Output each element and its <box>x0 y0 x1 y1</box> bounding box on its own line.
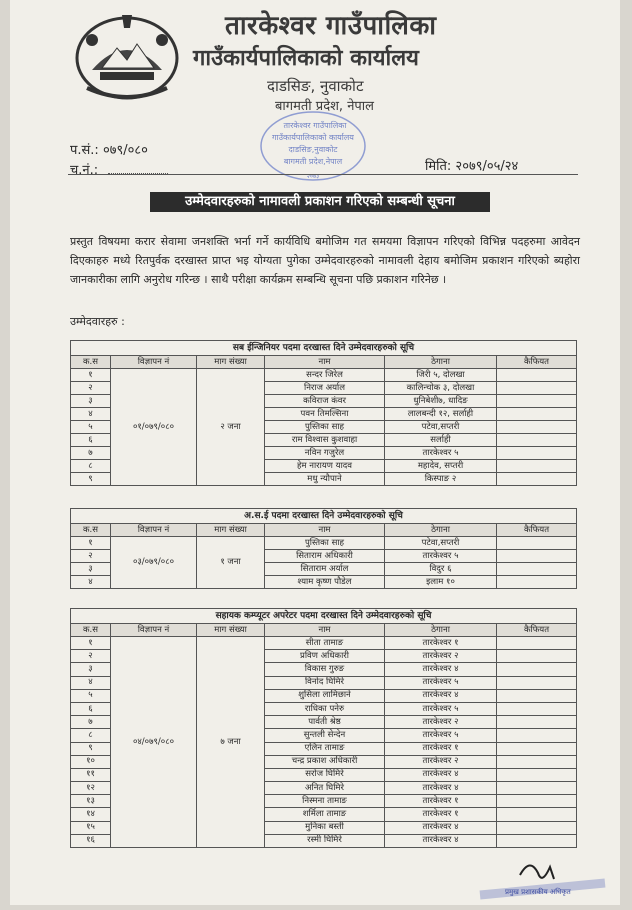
table-title: सब ईन्जिनियर पदमा दरखास्त दिने उम्मेदवारहरुको सूचि <box>71 341 577 356</box>
table-row <box>71 637 577 650</box>
serial-cell: ८ <box>71 729 111 742</box>
serial-cell: १ <box>71 369 111 382</box>
address-cell: तारकेश्वर २ <box>385 650 497 663</box>
address-cell: तारकेश्वर २ <box>385 716 497 729</box>
serial-cell: ४ <box>71 408 111 421</box>
serial-cell: ७ <box>71 447 111 460</box>
name-cell: रस्मी घिमिरे <box>265 834 385 847</box>
name-cell: मुनिका बस्ती <box>265 821 385 834</box>
name-cell: शर्मिला तामाङ <box>265 808 385 821</box>
remarks-cell <box>497 434 577 447</box>
remarks-cell <box>497 702 577 715</box>
column-header-sn: क.स <box>71 524 111 537</box>
notice-subject: उम्मेदवारहरुको नामावली प्रकाशन गरिएको सम्बन्धी सूचना <box>150 192 490 212</box>
remarks-cell <box>497 473 577 486</box>
remarks-cell <box>497 821 577 834</box>
remarks-cell <box>497 755 577 768</box>
column-header-demand: माग संख्या <box>197 356 265 369</box>
remarks-cell <box>497 676 577 689</box>
serial-cell: २ <box>71 650 111 663</box>
remarks-cell <box>497 395 577 408</box>
column-header-remarks: कैफियत <box>497 524 577 537</box>
name-cell: निस्मना तामाङ <box>265 795 385 808</box>
serial-cell: २ <box>71 382 111 395</box>
address-cell: तारकेश्वर ४ <box>385 821 497 834</box>
name-cell: श्याम कृष्ण पौडेल <box>265 576 385 589</box>
name-cell: राम विश्वास कुशवाहा <box>265 434 385 447</box>
stamp-year: २०७३ <box>306 173 320 180</box>
name-cell: निराज अर्याल <box>265 382 385 395</box>
address-cell: तारकेश्वर १ <box>385 637 497 650</box>
ad-number-cell: ०३/०७९/०८० <box>111 537 197 589</box>
name-cell: सिताराम अधिकारी <box>265 550 385 563</box>
office-name: गाउँकार्यपालिकाको कार्यालय <box>193 46 419 71</box>
remarks-cell <box>497 460 577 473</box>
signature-caption: प्रमुख प्रशासकीय अधिकृत <box>505 888 571 896</box>
serial-cell: १० <box>71 755 111 768</box>
remarks-cell <box>497 795 577 808</box>
serial-cell: १ <box>71 537 111 550</box>
address-cell: पटेवा,सप्तरी <box>385 421 497 434</box>
address-cell: तारकेश्वर ५ <box>385 729 497 742</box>
address-cell: तारकेश्वर २ <box>385 755 497 768</box>
remarks-cell <box>497 421 577 434</box>
serial-cell: ३ <box>71 395 111 408</box>
address-cell: महादेव, सप्तरी <box>385 460 497 473</box>
remarks-cell <box>497 550 577 563</box>
name-cell: पार्वती श्रेष्ठ <box>265 716 385 729</box>
candidate-table-2 <box>70 508 577 589</box>
address-cell: तारकेश्वर ४ <box>385 689 497 702</box>
serial-cell: ११ <box>71 768 111 781</box>
address-cell: तारकेश्वर १ <box>385 795 497 808</box>
remarks-cell <box>497 834 577 847</box>
name-cell: शुसिला लामिछाने <box>265 689 385 702</box>
demand-cell: २ जना <box>197 369 265 486</box>
serial-cell: ५ <box>71 689 111 702</box>
remarks-cell <box>497 808 577 821</box>
serial-cell: १ <box>71 637 111 650</box>
address-cell: तारकेश्वर ४ <box>385 663 497 676</box>
name-cell: सीता तामाङ <box>265 637 385 650</box>
notice-document <box>10 0 620 905</box>
address-cell: तारकेश्वर ४ <box>385 768 497 781</box>
signature <box>450 855 610 900</box>
name-cell: राधिका पनेरु <box>265 702 385 715</box>
name-cell: सन्दर जिरेल <box>265 369 385 382</box>
address-cell: तारकेश्वर १ <box>385 808 497 821</box>
demand-cell: १ जना <box>197 537 265 589</box>
address-cell: तारकेश्वर ४ <box>385 834 497 847</box>
serial-cell: ३ <box>71 563 111 576</box>
column-header-ad: विज्ञापन नं <box>111 524 197 537</box>
serial-cell: ४ <box>71 576 111 589</box>
serial-cell: ६ <box>71 702 111 715</box>
serial-cell: ८ <box>71 460 111 473</box>
name-cell: विनोद घिमिरे <box>265 676 385 689</box>
column-header-sn: क.स <box>71 624 111 637</box>
remarks-cell <box>497 742 577 755</box>
notice-body: प्रस्तुत विषयमा करार सेवामा जनशक्ति भर्ना गर्ने कार्यविधि बमोजिम गत समयमा विज्ञापन गरिएको विभिन्न पदहरुमा आवेदन दिएकाहरु मध्ये रितपुर्वक दरखास्त प्राप्त भइ योग्यता पुगेका उम्मेदवारहरुको नामावली देहाय बमोजिम प्रकाशन गरिएको ब्यहोरा जानकारीका लागि अनुरोध गरिन्छ । साथै परीक्षा कार्यक्रम सम्बन्धि सूचना पछि प्रकाशन गरिनेछ । <box>70 235 580 286</box>
demand-cell: ७ जना <box>197 637 265 848</box>
stamp-line-2: गाउँकार्यपालिकाको कार्यालय <box>272 133 354 142</box>
column-header-ad: विज्ञापन नं <box>111 356 197 369</box>
remarks-cell <box>497 650 577 663</box>
remarks-cell <box>497 716 577 729</box>
name-cell: सिताराम अर्याल <box>265 563 385 576</box>
remarks-cell <box>497 537 577 550</box>
remarks-cell <box>497 369 577 382</box>
name-cell: सुन्तली सेन्देन <box>265 729 385 742</box>
address-cell: पटेवा,सप्तरी <box>385 537 497 550</box>
name-cell: मधु न्यौपाने <box>265 473 385 486</box>
nepal-emblem-icon <box>72 10 182 102</box>
serial-cell: ४ <box>71 676 111 689</box>
column-header-name: नाम <box>265 624 385 637</box>
remarks-cell <box>497 782 577 795</box>
column-header-remarks: कैफियत <box>497 624 577 637</box>
column-header-demand: माग संख्या <box>197 624 265 637</box>
name-cell: चन्द्र प्रकाश अधिकारी <box>265 755 385 768</box>
name-cell: नविन गजुरेल <box>265 447 385 460</box>
serial-cell: ६ <box>71 434 111 447</box>
remarks-cell <box>497 576 577 589</box>
municipality-name: तारकेश्वर गाउँपालिका <box>225 11 437 41</box>
name-cell: एलिन तामाङ <box>265 742 385 755</box>
column-header-ad: विज्ञापन नं <box>111 624 197 637</box>
column-header-address: ठेगाना <box>385 356 497 369</box>
serial-cell: २ <box>71 550 111 563</box>
address-cell: जिरी ५, दोलखा <box>385 369 497 382</box>
serial-cell: १२ <box>71 782 111 795</box>
remarks-cell <box>497 408 577 421</box>
notice-date: मिति: २०७९/०५/२४ <box>425 159 519 174</box>
serial-cell: ७ <box>71 716 111 729</box>
address-cell: सर्लाही <box>385 434 497 447</box>
address-cell: तारकेश्वर ४ <box>385 782 497 795</box>
table-title: अ.स.ई पदमा दरखास्त दिने उम्मेदवारहरुको सूचि <box>71 509 577 524</box>
province-name: बागमती प्रदेश, नेपाल <box>275 99 374 114</box>
address-cell: तारकेश्वर ५ <box>385 550 497 563</box>
stamp-line-1: तारकेश्वर गाउँपालिका <box>283 121 347 130</box>
serial-cell: १४ <box>71 808 111 821</box>
address-cell: इलाम १० <box>385 576 497 589</box>
remarks-cell <box>497 689 577 702</box>
remarks-cell <box>497 447 577 460</box>
name-cell: कविराज कंवर <box>265 395 385 408</box>
stamp-line-4: बागमती प्रदेश,नेपाल <box>283 157 343 166</box>
address-cell: तारकेश्वर ५ <box>385 702 497 715</box>
candidates-label: उम्मेदवारहरु : <box>70 315 125 328</box>
remarks-cell <box>497 663 577 676</box>
serial-cell: ५ <box>71 421 111 434</box>
column-header-sn: क.स <box>71 356 111 369</box>
remarks-cell <box>497 768 577 781</box>
remarks-cell <box>497 637 577 650</box>
address-cell: कालिन्चोक ३, दोलखा <box>385 382 497 395</box>
remarks-cell <box>497 729 577 742</box>
column-header-name: नाम <box>265 356 385 369</box>
name-cell: पवन तिमल्सिना <box>265 408 385 421</box>
column-header-name: नाम <box>265 524 385 537</box>
candidate-table-1 <box>70 340 577 486</box>
remarks-cell <box>497 563 577 576</box>
table-row <box>71 537 577 550</box>
column-header-address: ठेगाना <box>385 624 497 637</box>
dispatch-number: च.नं.: <box>70 163 99 178</box>
address-cell: तारकेश्वर ५ <box>385 447 497 460</box>
name-cell: पुस्तिका साह <box>265 421 385 434</box>
address-cell: लालबन्दी १२, सर्लाही <box>385 408 497 421</box>
column-header-address: ठेगाना <box>385 524 497 537</box>
name-cell: हेम नारायण यादव <box>265 460 385 473</box>
address-cell: किस्पाङ २ <box>385 473 497 486</box>
serial-cell: १५ <box>71 821 111 834</box>
name-cell: सरोज घिमिरे <box>265 768 385 781</box>
serial-cell: १३ <box>71 795 111 808</box>
serial-cell: १६ <box>71 834 111 847</box>
address-cell: विदुर ६ <box>385 563 497 576</box>
stamp-line-3: दाडसिङ,नुवाकोट <box>288 145 338 154</box>
serial-cell: ३ <box>71 663 111 676</box>
remarks-cell <box>497 382 577 395</box>
column-header-remarks: कैफियत <box>497 356 577 369</box>
name-cell: अनित घिमिरे <box>265 782 385 795</box>
column-header-demand: माग संख्या <box>197 524 265 537</box>
reference-number: प.सं.: ०७९/०८० <box>70 143 148 158</box>
ad-number-cell: ०१/०७९/०८० <box>111 369 197 486</box>
name-cell: पुस्तिका साह <box>265 537 385 550</box>
office-location: दाडसिङ, नुवाकोट <box>267 77 364 95</box>
table-title: सहायक कम्प्यूटर अपरेटर पदमा दरखास्त दिने उम्मेदवारहरुको सूचि <box>71 609 577 624</box>
address-cell: तारकेश्वर ५ <box>385 676 497 689</box>
address-cell: धुनिबेशी७, धादिङ <box>385 395 497 408</box>
candidate-table-3 <box>70 608 577 848</box>
ad-number-cell: ०४/०७९/०८० <box>111 637 197 848</box>
serial-cell: ९ <box>71 742 111 755</box>
serial-cell: ९ <box>71 473 111 486</box>
table-row <box>71 369 577 382</box>
name-cell: प्रविण अधिकारी <box>265 650 385 663</box>
address-cell: तारकेश्वर १ <box>385 742 497 755</box>
name-cell: विकास गुरुङ <box>265 663 385 676</box>
